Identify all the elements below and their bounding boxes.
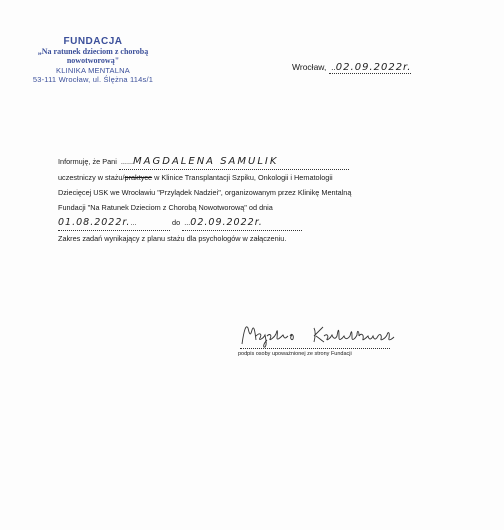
stamp-line-3: nowotworową" xyxy=(66,56,120,65)
date-from-handwritten: 01.08.2022r. xyxy=(58,217,131,228)
to-word: do xyxy=(172,218,181,227)
inform-prefix: Informuję, że Pani xyxy=(58,157,117,166)
signature-caption: podpis osoby upoważnionej ze strony Fundacji xyxy=(238,351,352,357)
date-to-field: ...02.09.2022r. xyxy=(182,215,302,231)
signature-dotted-line xyxy=(240,348,390,349)
handwritten-signature xyxy=(236,318,406,348)
stamp-line-5: 53-111 Wrocław, ul. Ślężna 114s/1 xyxy=(32,75,154,84)
line2-part-a: uczestniczy w stażu/ xyxy=(58,173,125,182)
name-field: ......MAGDALENA SAMULIK xyxy=(119,154,349,170)
certificate-body xyxy=(58,154,438,246)
header-date-field: ..02.09.2022r. xyxy=(328,62,412,73)
body-line-4: Fundacji "Na Ratunek Dzieciom z Chorobą Nowotworową" od dnia xyxy=(58,203,273,212)
stamp-line-1: FUNDACJA xyxy=(63,36,123,47)
date-from-field: 01.08.2022r.... xyxy=(58,215,170,231)
header-date-handwritten: 02.09.2022r. xyxy=(335,62,412,73)
body-line-6: Zakres zadań wynikający z planu stażu dla psychologów w załączeniu. xyxy=(58,234,287,243)
body-line-1 xyxy=(58,154,438,170)
person-name-handwritten: MAGDALENA SAMULIK xyxy=(133,156,279,167)
line2-part-b: w Klinice Transplantacji Szpiku, Onkologii i Hematologii xyxy=(152,173,333,182)
date-to-handwritten: 02.09.2022r. xyxy=(190,217,263,228)
stamp-line-2: „Na ratunek dzieciom z chorobą xyxy=(37,47,149,56)
line2-struck-word: praktyce xyxy=(124,173,153,182)
place-and-date xyxy=(292,62,411,74)
body-line-2 xyxy=(58,170,438,185)
foundation-stamp xyxy=(18,36,168,84)
signature-block xyxy=(236,318,406,357)
stamp-line-4: KLINIKA MENTALNA xyxy=(56,66,130,75)
city-label: Wrocław, xyxy=(292,62,327,72)
body-line-3: Dziecięcej USK we Wrocławiu "Przylądek Nadziei", organizowanym przez Klinikę Mentalną xyxy=(58,188,352,197)
body-line-5 xyxy=(58,215,438,231)
